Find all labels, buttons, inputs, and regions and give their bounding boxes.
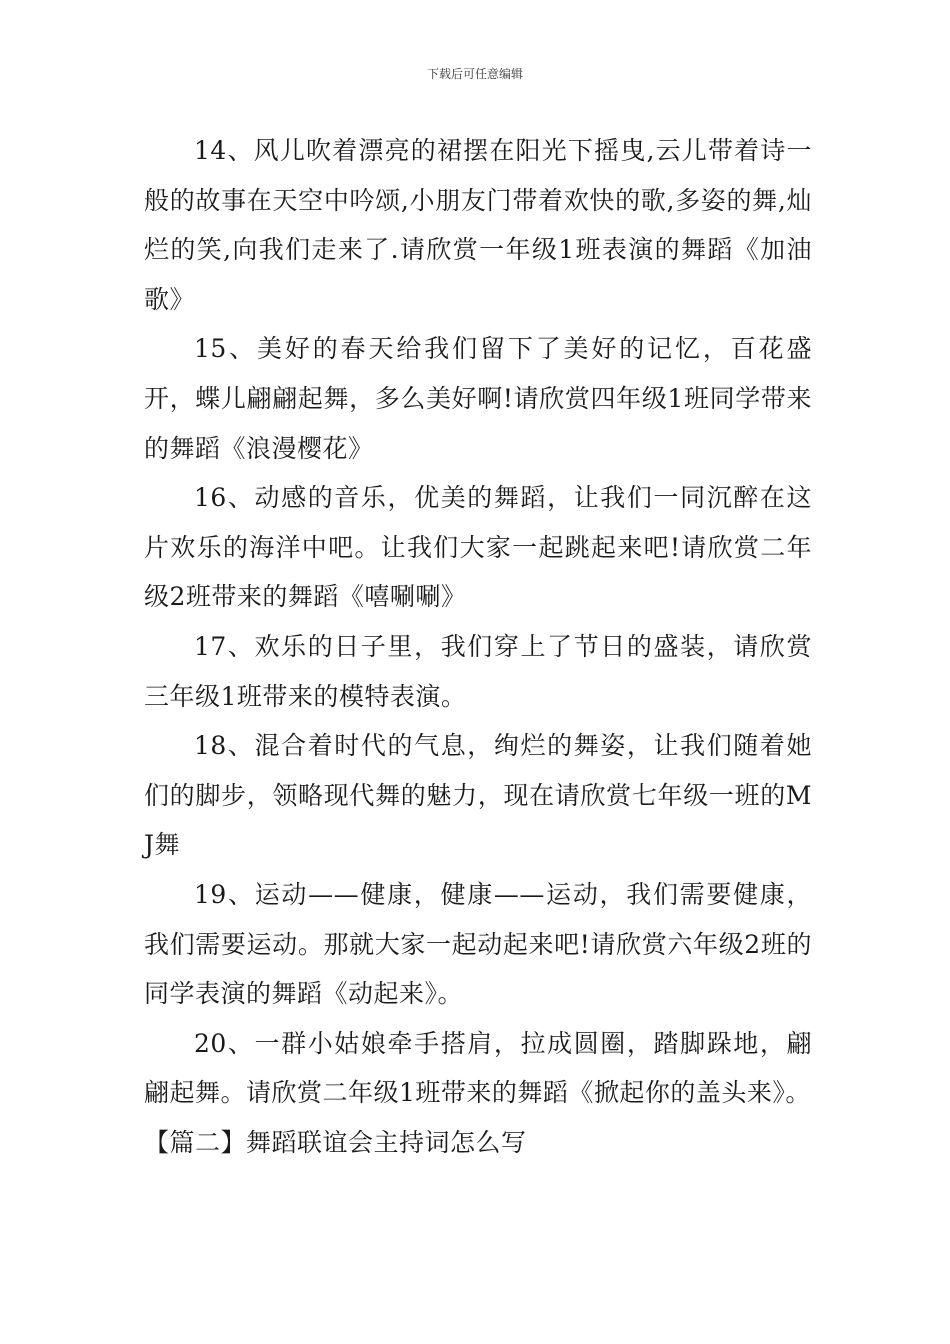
paragraph-16: 16、动感的音乐，优美的舞蹈，让我们一同沉醉在这片欢乐的海洋中吧。让我们大家一起跳起来吧!请欣赏二年级2班带来的舞蹈《嘻唰唰》 [144,483,812,612]
page-header-note: 下载后可任意编辑 [426,67,523,81]
section-heading: 【篇二】舞蹈联谊会主持词怎么写 [144,1127,527,1157]
paragraph-14: 14、风儿吹着漂亮的裙摆在阳光下摇曳,云儿带着诗一般的故事在天空中吟颂,小朋友门带着欢快的歌,多姿的舞,灿烂的笑,向我们走来了.请欣赏一年级1班表演的舞蹈《加油歌》 [144,136,812,314]
paragraph-18: 18、混合着时代的气息，绚烂的舞姿，让我们随着她们的脚步，领略现代舞的魅力，现在请欣赏七年级一班的MJ舞 [144,731,812,860]
paragraph-19: 19、运动——健康，健康——运动，我们需要健康，我们需要运动。那就大家一起动起来吧!请欣赏六年级2班的同学表演的舞蹈《动起来》。 [144,879,812,1009]
paragraph-15: 15、美好的春天给我们留下了美好的记忆，百花盛开，蝶儿翩翩起舞，多么美好啊!请欣赏四年级1班同学带来的舞蹈《浪漫樱花》 [144,334,812,463]
document-body [144,126,812,1167]
paragraph-20: 20、一群小姑娘牵手搭肩，拉成圆圈，踏脚跺地，翩翩起舞。请欣赏二年级1班带来的舞蹈《掀起你的盖头来》。 [144,1028,812,1108]
paragraph-17: 17、欢乐的日子里，我们穿上了节日的盛装，请欣赏三年级1班带来的模特表演。 [144,631,812,711]
